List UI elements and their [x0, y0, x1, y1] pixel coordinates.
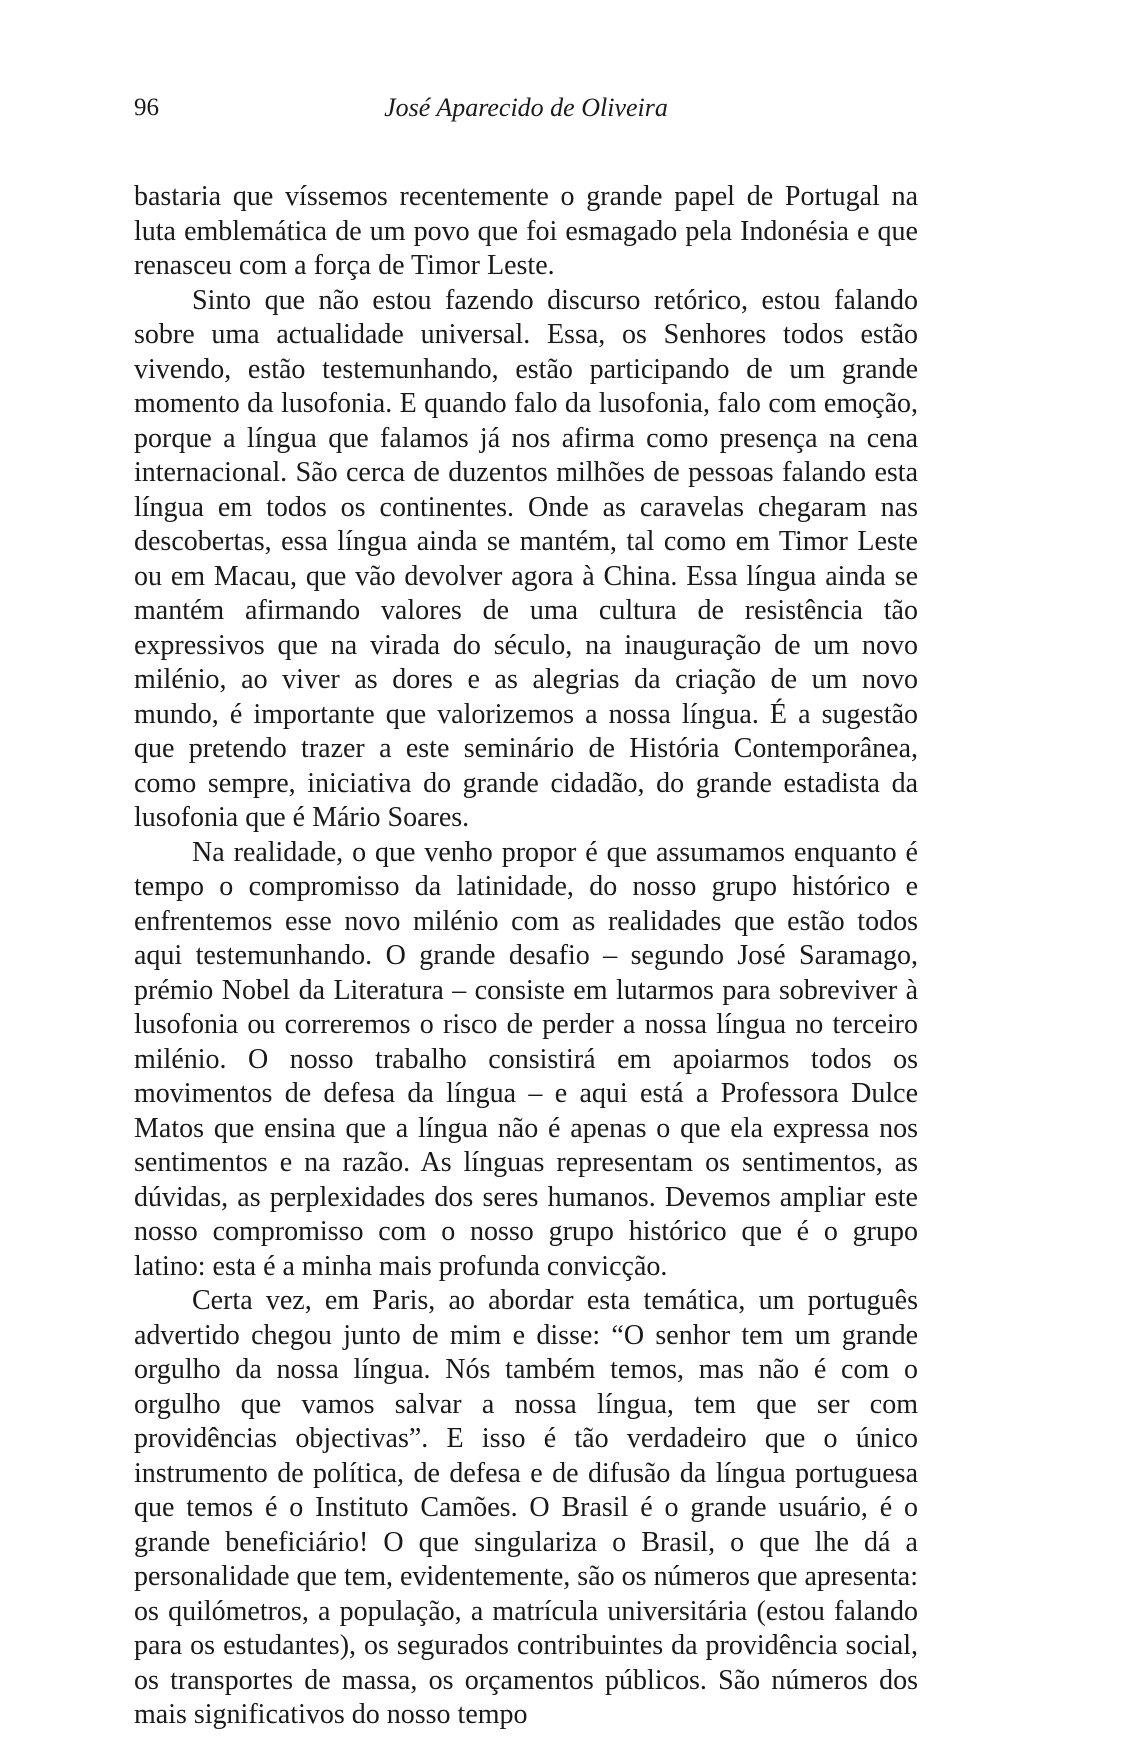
body-text: [134, 180, 918, 1733]
paragraph: Na realidade, o que venho propor é que assumamos enquanto é tempo o compromisso da latinidade, do nosso grupo histórico e enfrentemos esse novo milénio com as realidades que estão todos aqui testemunhando. O grande desafio – segundo José Saramago, prémio Nobel da Literatura – consiste em lutarmos para sobreviver à lusofonia ou correremos o risco de perder a nossa língua no terceiro milénio. O nosso trabalho consistirá em apoiarmos todos os movimentos de defesa da língua – e aqui está a Professora Dulce Matos que ensina que a língua não é apenas o que ela expressa nos sentimentos e na razão. As línguas representam os sentimentos, as dúvidas, as perplexidades dos seres humanos. Devemos ampliar este nosso compromisso com o nosso grupo histórico que é o grupo latino: esta é a minha mais profunda convicção.: [134, 836, 918, 1282]
running-head: [134, 88, 918, 128]
page-number: 96: [134, 94, 159, 121]
paragraph: Certa vez, em Paris, ao abordar esta temática, um português advertido chegou junto de mim e disse: “O senhor tem um grande orgulho da nossa língua. Nós também temos, mas não é com o orgulho que vamos salvar a nossa língua, tem que ser com providências objectivas”. E isso é tão verdadeiro que o único instrumento de política, de defesa e de difusão da língua portuguesa que temos é o Instituto Camões. O Brasil é o grande usuário, é o grande beneficiário! O que singulariza o Brasil, o que lhe dá a personalidade que tem, evidentemente, são os números que apresenta: os quilómetros, a população, a matrícula universitária (estou falando para os estudantes), os segurados contribuintes da providência social, os transportes de massa, os orçamentos públicos. São números dos mais significativos do nosso tempo: [134, 1285, 918, 1730]
paragraph: bastaria que víssemos recentemente o grande papel de Portugal na luta emblemática de um povo que foi esmagado pela Indonésia e que renasceu com a força de Timor Leste.: [134, 181, 918, 281]
paragraph: Sinto que não estou fazendo discurso retórico, estou falando sobre uma actualidade universal. Essa, os Senhores todos estão vivendo, estão testemunhando, estão participando de um grande momento da lusofonia. E quando falo da lusofonia, falo com emoção, porque a língua que falamos já nos afirma como presença na cena internacional. São cerca de duzentos milhões de pessoas falando esta língua em todos os continentes. Onde as caravelas chegaram nas descobertas, essa língua ainda se mantém, tal como em Timor Leste ou em Macau, que vão devolver agora à China. Essa língua ainda se mantém afirmando valores de uma cultura de resistência tão expressivos que na virada do século, na inauguração de um novo milénio, ao viver as dores e as alegrias da criação de um novo mundo, é importante que valorizemos a nossa língua. É a sugestão que pretendo trazer a este seminário de História Contemporânea, como sempre, iniciativa do grande cidadão, do grande estadista da lusofonia que é Mário Soares.: [134, 284, 918, 833]
running-title: José Aparecido de Oliveira: [384, 93, 668, 122]
